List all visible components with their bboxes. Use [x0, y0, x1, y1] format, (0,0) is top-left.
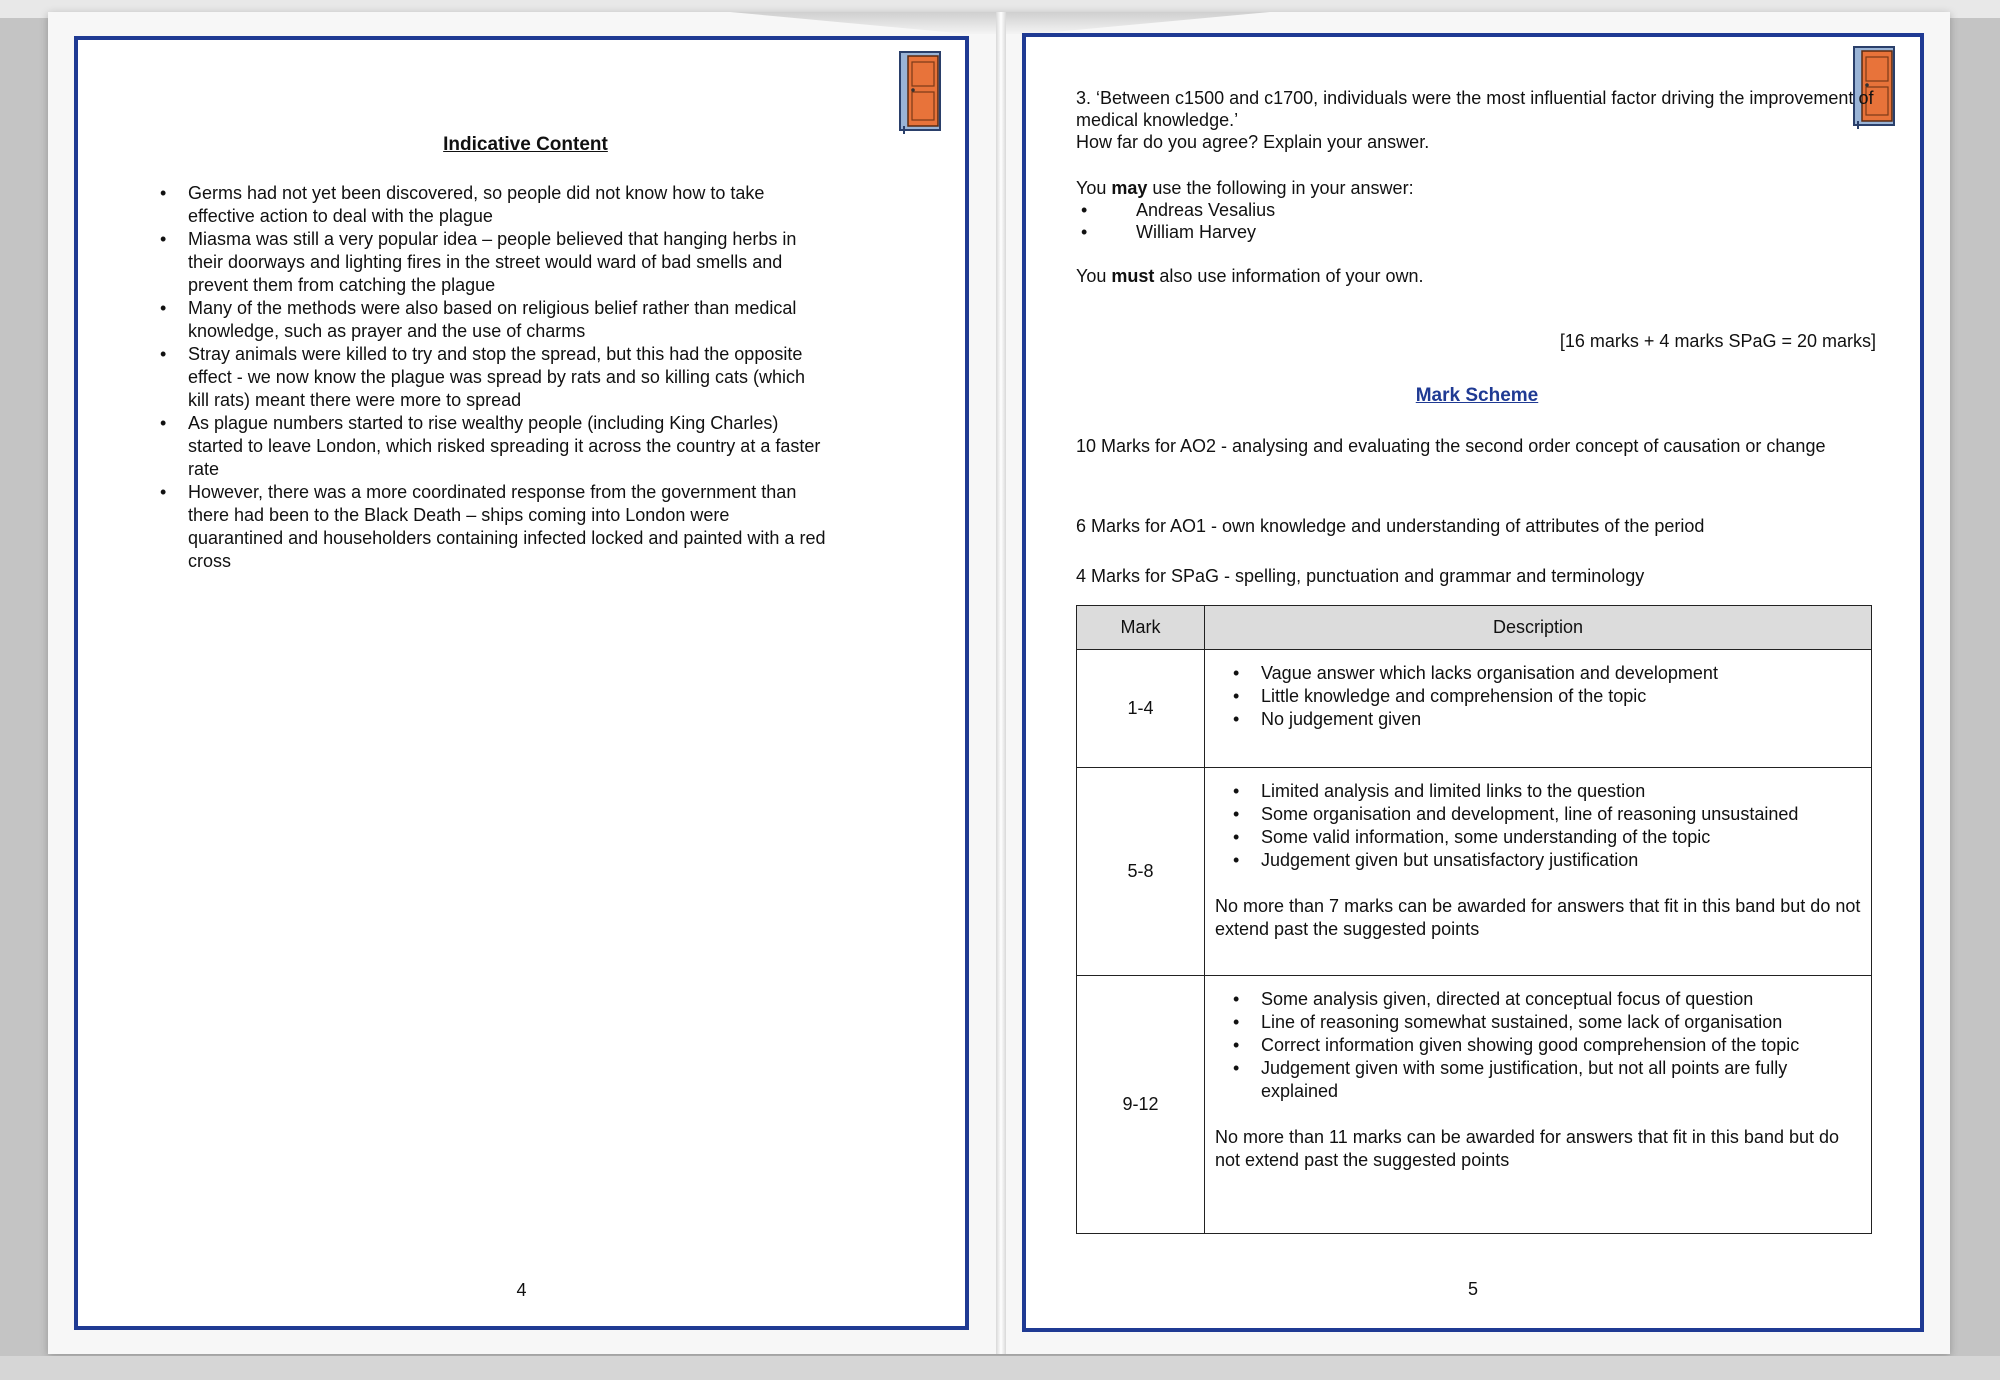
- marks-total: [16 marks + 4 marks SPaG = 20 marks]: [1559, 331, 1876, 351]
- mark-scheme-table: [1076, 605, 1872, 1234]
- column-header-description: Description: [1205, 606, 1872, 650]
- band-note: No more than 7 marks can be awarded for answers that fit in this band but do not extend past the suggested points: [1215, 896, 1861, 939]
- may-bold: may: [1111, 178, 1148, 198]
- list-item: • As plague numbers started to rise wealthy people (including King Charles) started to leave London, which risked spreading it across the country at a faster rate: [188, 412, 828, 481]
- description-cell: [1205, 768, 1872, 976]
- mark-cell: 9-12: [1077, 976, 1205, 1234]
- list-item: • Miasma was still a very popular idea – people believed that hanging herbs in their doorways and lighting fires in the street would ward of bad smells and prevent them from catching the plague: [188, 228, 828, 297]
- list-item: • Judgement given with some justification, but not all points are fully explained: [1261, 1057, 1861, 1103]
- may-prefix: You: [1076, 178, 1112, 198]
- book-spine: [996, 12, 1006, 1354]
- list-item: • Limited analysis and limited links to the question: [1261, 780, 1861, 803]
- list-item: • Correct information given showing good comprehension of the topic: [1261, 1034, 1861, 1057]
- mark-cell: 5-8: [1077, 768, 1205, 976]
- list-item: • No judgement given: [1261, 708, 1861, 731]
- list-item: • Little knowledge and comprehension of the topic: [1261, 685, 1861, 708]
- ao2-text: 10 Marks for AO2 - analysing and evaluating the second order concept of causation or change: [1076, 436, 1826, 456]
- question-instruction: How far do you agree? Explain your answer.: [1076, 132, 1430, 152]
- must-suffix: also use information of your own.: [1154, 266, 1424, 286]
- list-item: • Some analysis given, directed at conceptual focus of question: [1261, 988, 1861, 1011]
- mark-cell: 1-4: [1077, 650, 1205, 768]
- page-number: 4: [516, 1280, 527, 1300]
- table-row: [1077, 650, 1872, 768]
- must-bold: must: [1111, 266, 1155, 286]
- table-row: [1077, 768, 1872, 976]
- band-note: No more than 11 marks can be awarded for answers that fit in this band but do not extend past the suggested points: [1215, 1127, 1840, 1170]
- table-header-row: [1077, 606, 1872, 650]
- column-header-mark: Mark: [1077, 606, 1205, 650]
- list-item: • Germs had not yet been discovered, so people did not know how to take effective action to deal with the plague: [188, 182, 828, 228]
- may-use-line: [1076, 177, 1876, 199]
- ao1-text: 6 Marks for AO1 - own knowledge and understanding of attributes of the period: [1076, 516, 1705, 536]
- page-left: [74, 36, 969, 1330]
- list-item: • Some valid information, some understanding of the topic: [1261, 826, 1861, 849]
- must-use-line: [1076, 265, 1876, 287]
- spag-text: 4 Marks for SPaG - spelling, punctuation and grammar and terminology: [1076, 566, 1645, 586]
- table-row: [1077, 976, 1872, 1234]
- question-text: 3. ‘Between c1500 and c1700, individuals were the most influential factor driving the improvement of medical knowledge.’: [1076, 88, 1874, 130]
- description-cell: [1205, 976, 1872, 1234]
- indicative-content-title: Indicative Content: [443, 134, 608, 155]
- list-item: • Judgement given but unsatisfactory justification: [1261, 849, 1861, 872]
- door-icon: [898, 50, 944, 134]
- list-item: • Some organisation and development, line of reasoning unsustained: [1261, 803, 1861, 826]
- background-bottom-strip: [0, 1356, 2000, 1380]
- description-cell: [1205, 650, 1872, 768]
- list-item: • Many of the methods were also based on religious belief rather than medical knowledge, such as prayer and the use of charms: [188, 297, 828, 343]
- must-prefix: You: [1076, 266, 1112, 286]
- list-item: • Line of reasoning somewhat sustained, some lack of organisation: [1261, 1011, 1861, 1034]
- indicative-bullets: [188, 182, 828, 573]
- may-suffix: use the following in your answer:: [1147, 178, 1414, 198]
- list-item: • Stray animals were killed to try and stop the spread, but this had the opposite effect - we now know the plague was spread by rats and so killing cats (which kill rats) meant there were more to spread: [188, 343, 828, 412]
- page-right: [1022, 33, 1924, 1332]
- page-number: 5: [1467, 1279, 1478, 1299]
- mark-scheme-title: Mark Scheme: [1415, 385, 1539, 406]
- list-item: • However, there was a more coordinated response from the government than there had been to the Black Death – ships coming into London were quarantined and householders containing infected locked and painted with a red cross: [188, 481, 828, 573]
- list-item: • Vague answer which lacks organisation and development: [1261, 662, 1861, 685]
- list-item: • Andreas Vesalius: [1081, 199, 1275, 221]
- suggestion-list: [1081, 199, 1275, 243]
- list-item: • William Harvey: [1081, 221, 1275, 243]
